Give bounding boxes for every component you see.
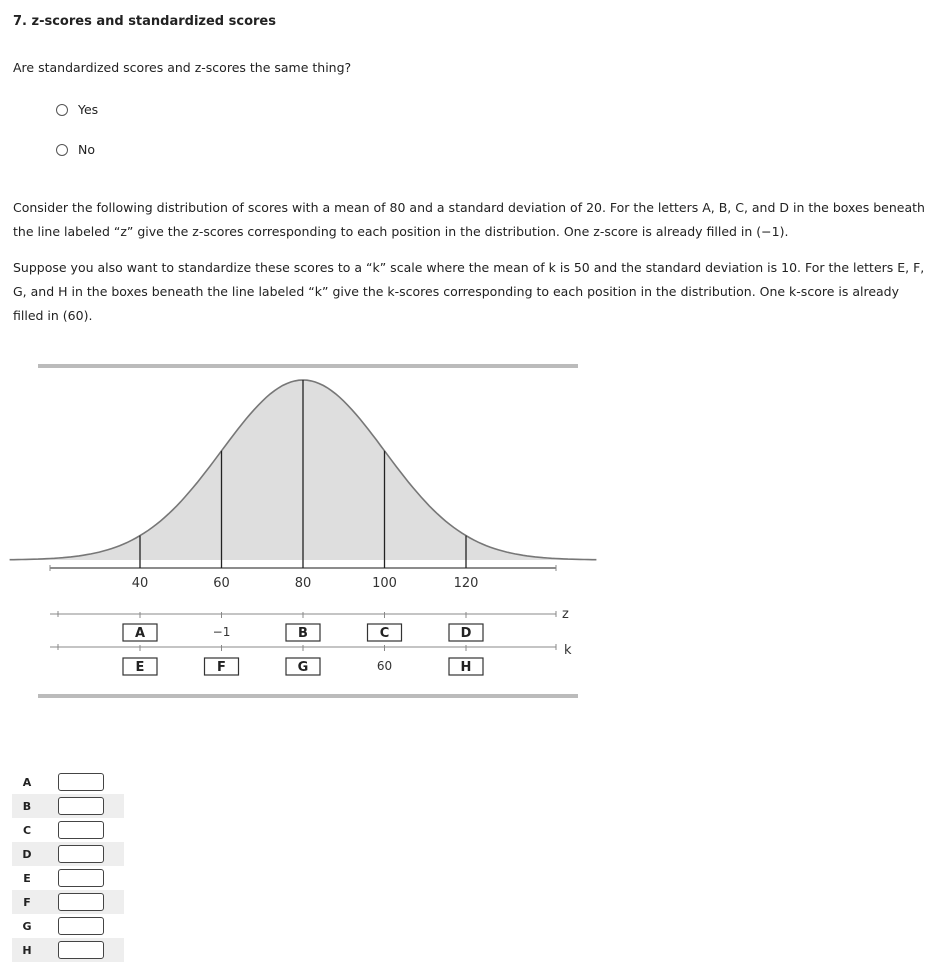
k-box-label-G: G [297,660,309,675]
k-given-value: 60 [376,659,393,673]
z-given-value: −1 [212,625,231,639]
question-title: 7. z-scores and standardized scores [13,14,276,29]
radio-no[interactable] [56,144,68,156]
instruction-paragraph-k: Suppose you also want to standardize these scores to a “k” scale where the mean of k is 50 and the standard deviation is 10. For the letters E, F, G, and H in the boxes beneath the line labeled “k” give the k-scores corresponding to each position in the distribution. One k-score is already filled in (60). [13,260,925,323]
option-yes-label: Yes [78,102,99,117]
answer-input-C[interactable] [58,821,104,839]
answer-row-F [12,890,124,914]
z-box-label-A: A [134,626,146,641]
answer-input-E[interactable] [58,869,104,887]
z-box-label-D: D [460,626,472,641]
answer-input-F[interactable] [58,893,104,911]
answer-label-E: E [23,871,31,885]
option-yes[interactable] [56,102,98,117]
option-no[interactable] [56,142,95,157]
radio-yes[interactable] [56,104,68,116]
option-no-label: No [78,142,95,157]
k-box-label-H: H [460,660,472,675]
question-prompt: Are standardized scores and z-scores the same thing? [13,60,352,75]
answer-row-A [12,770,124,794]
score-tick-label-60: 60 [213,576,230,591]
figure-bottom-border [38,694,578,698]
answer-label-C: C [22,823,32,837]
answer-input-H[interactable] [58,941,104,959]
score-tick-label-80: 80 [294,576,312,591]
answer-input-D[interactable] [58,845,104,863]
answer-label-A: A [22,775,32,789]
answer-label-G: G [22,919,32,933]
instruction-paragraph-z: Consider the following distribution of scores with a mean of 80 and a standard deviation of 20. For the letters A, B, C, and D in the boxes beneath the line labeled “z” give the z-scores corresponding to each position in the distribution. One z-score is already filled in (−1). [13,200,925,239]
score-tick-label-40: 40 [131,576,149,591]
k-box-label-E: E [135,660,145,675]
k-box-label-F: F [217,660,226,675]
answer-label-B: B [22,799,32,813]
answer-input-G[interactable] [58,917,104,935]
score-tick-label-120: 120 [453,576,479,591]
answer-label-H: H [22,943,32,957]
answer-list [12,770,124,962]
z-box-label-C: C [379,626,390,641]
answer-label-D: D [22,847,32,861]
answer-row-H [12,938,124,962]
answer-label-F: F [23,895,31,909]
z-box-label-B: B [298,626,308,641]
answer-input-B[interactable] [58,797,104,815]
distribution-figure [0,350,600,710]
answer-row-C [12,818,124,842]
score-tick-label-100: 100 [372,576,397,591]
k-axis-label: k [564,643,572,658]
answer-row-B [12,794,124,818]
answer-row-D [12,842,124,866]
answer-input-A[interactable] [58,773,104,791]
z-axis-label: z [562,607,569,622]
answer-row-G [12,914,124,938]
figure-top-border [38,364,578,368]
answer-row-E [12,866,124,890]
